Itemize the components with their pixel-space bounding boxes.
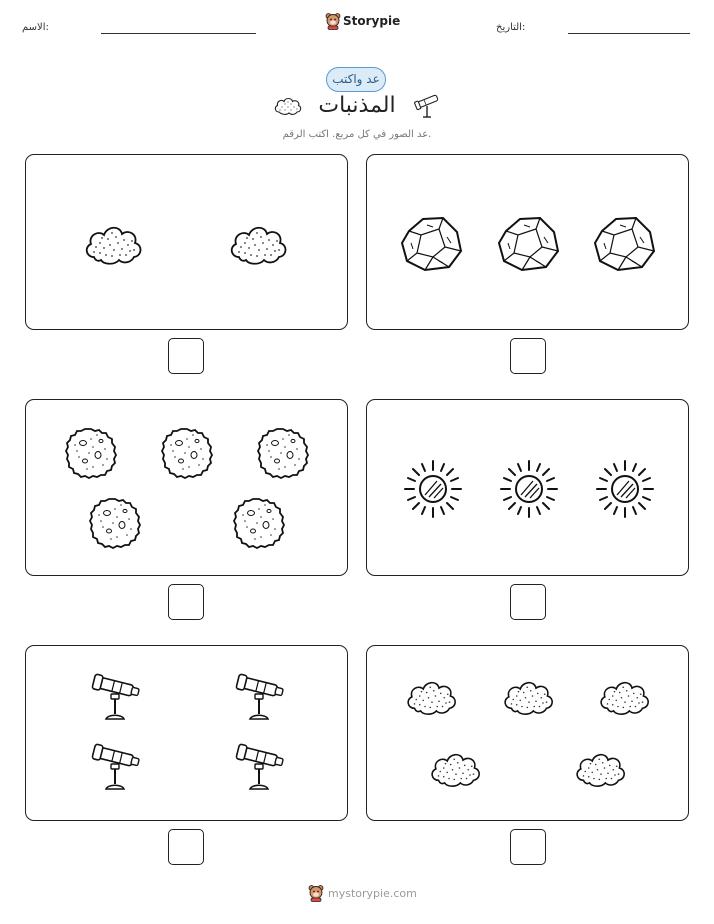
bear-mascot-icon — [325, 12, 341, 30]
counting-box-moons-5 — [25, 399, 348, 576]
rock-icon — [499, 218, 558, 270]
sun-icon — [405, 461, 461, 517]
sun-icon — [597, 461, 653, 517]
telescope-icon — [236, 674, 284, 719]
counting-box-suns-3 — [366, 399, 689, 576]
moon-icon — [234, 499, 284, 548]
date-label: التاريخ: — [496, 22, 526, 33]
activity-badge: عد واكتب — [326, 67, 386, 92]
answer-box[interactable] — [510, 584, 546, 620]
footer — [308, 884, 417, 902]
cloud-icon — [505, 683, 552, 715]
counting-box-clouds-2 — [25, 154, 348, 330]
telescope-icon — [92, 744, 140, 789]
telescope-icon — [236, 744, 284, 789]
answer-box[interactable] — [510, 829, 546, 865]
moon-icon — [162, 429, 212, 478]
moon-icon — [258, 429, 308, 478]
instructions: عد الصور في كل مربع. اكتب الرقم. — [282, 129, 432, 140]
rock-icon — [402, 218, 461, 270]
telescope-icon — [412, 93, 442, 125]
moon-icon — [90, 499, 140, 548]
cloud-icon — [87, 228, 141, 264]
cloud-icon — [273, 95, 303, 121]
brand-logo — [325, 12, 400, 30]
answer-box[interactable] — [168, 584, 204, 620]
website-link[interactable]: mystorypie.com — [328, 886, 417, 900]
moon-icon — [66, 429, 116, 478]
sun-icon — [501, 461, 557, 517]
answer-box[interactable] — [510, 338, 546, 374]
answer-box[interactable] — [168, 829, 204, 865]
page-title: المذنبات — [318, 93, 396, 118]
cloud-icon — [577, 755, 624, 787]
name-line[interactable] — [101, 33, 256, 34]
counting-box-rocks-3 — [366, 154, 689, 330]
cloud-icon — [432, 755, 479, 787]
counting-box-telescopes-4 — [25, 645, 348, 821]
cloud-icon — [408, 683, 455, 715]
date-line[interactable] — [568, 33, 690, 34]
cloud-icon — [601, 683, 648, 715]
brand-name: Storypie — [343, 14, 401, 28]
answer-box[interactable] — [168, 338, 204, 374]
telescope-icon — [92, 674, 140, 719]
rock-icon — [595, 218, 654, 270]
bear-mascot-icon — [308, 884, 324, 902]
counting-box-clouds-5 — [366, 645, 689, 821]
name-label: الاسم: — [22, 22, 49, 33]
cloud-icon — [232, 228, 286, 264]
